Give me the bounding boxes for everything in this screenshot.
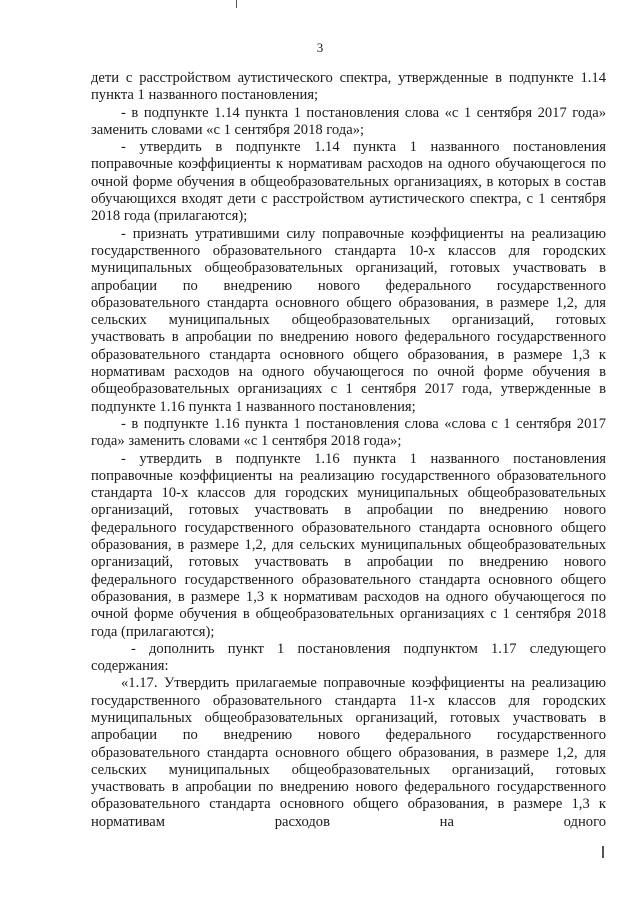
document-body [91,70,606,831]
paragraph-1: дети с расстройством аутистического спектра, утвержденные в подпункте 1.14 пункта 1 названного постановления; [91,70,606,104]
paragraph-2: - в подпункте 1.14 пункта 1 постановления слова «с 1 сентября 2017 года» заменить словами «с 1 сентября 2018 года»; [91,104,606,138]
scan-mark-bottom [602,846,604,858]
paragraph-3: - утвердить в подпункте 1.14 пункта 1 названного постановления поправочные коэффициенты к нормативам расходов на одного обучающегося по очной форме обучения в общеобразовательных организациях, в которых в состав обучающихся входят дети с расстройством аутистического спектра, с 1 сентября 2018 года (прилагаются); [91,139,606,225]
scan-mark-top [236,0,237,8]
paragraph-7: - дополнить пункт 1 постановления подпунктом 1.17 следующего содержания: [91,640,606,675]
page-number: 3 [316,40,324,55]
paragraph-8: «1.17. Утвердить прилагаемые поправочные коэффициенты на реализацию государственного образовательного стандарта 11-х классов для городских муниципальных общеобразовательных организаций, готовых участвовать в апробации по внедрению нового федерального государственного образовательного стандарта основного общего образования, в размере 1,2, для сельских муниципальных общеобразовательных организаций, готовых участвовать в апробации по внедрению нового федерального государственного образовательного стандарта основного общего образования, в размере 1,3 к нормативам расходов на одного [91,675,606,830]
paragraph-4: - признать утратившими силу поправочные коэффициенты на реализацию государственного образовательного стандарта 10-х классов для городских муниципальных общеобразовательных организаций, готовых участвовать в апробации по внедрению нового федерального государственного образовательного стандарта основного общего образования, в размере 1,2, для сельских муниципальных общеобразовательных организаций, готовых участвовать в апробации по внедрению нового федерального государственного образовательного стандарта основного общего образования, в размере 1,3 к нормативам расходов на одного обучающегося по очной форме обучения в общеобразовательных организациях с 1 сентября 2017 года, утвержденные в подпункте 1.16 пункта 1 названного постановления; [91,225,606,415]
paragraph-5: - в подпункте 1.16 пункта 1 постановления слова «слова с 1 сентября 2017 года» заменить словами «с 1 сентября 2018 года»; [91,415,606,450]
paragraph-6: - утвердить в подпункте 1.16 пункта 1 названного постановления поправочные коэффициенты на реализацию государственного образовательного стандарта 10-х классов для городских муниципальных общеобразовательных организаций, готовых участвовать в апробации по внедрению нового федерального государственного образовательного стандарта основного общего образования, в размере 1,2, для сельских муниципальных общеобразовательных организаций, готовых участвовать в апробации по внедрению нового федерального государственного образовательного стандарта основного общего образования, в размере 1,3 к нормативам расходов на одного обучающегося по очной форме обучения в общеобразовательных организациях с 1 сентября 2018 года (прилагаются); [91,450,606,640]
